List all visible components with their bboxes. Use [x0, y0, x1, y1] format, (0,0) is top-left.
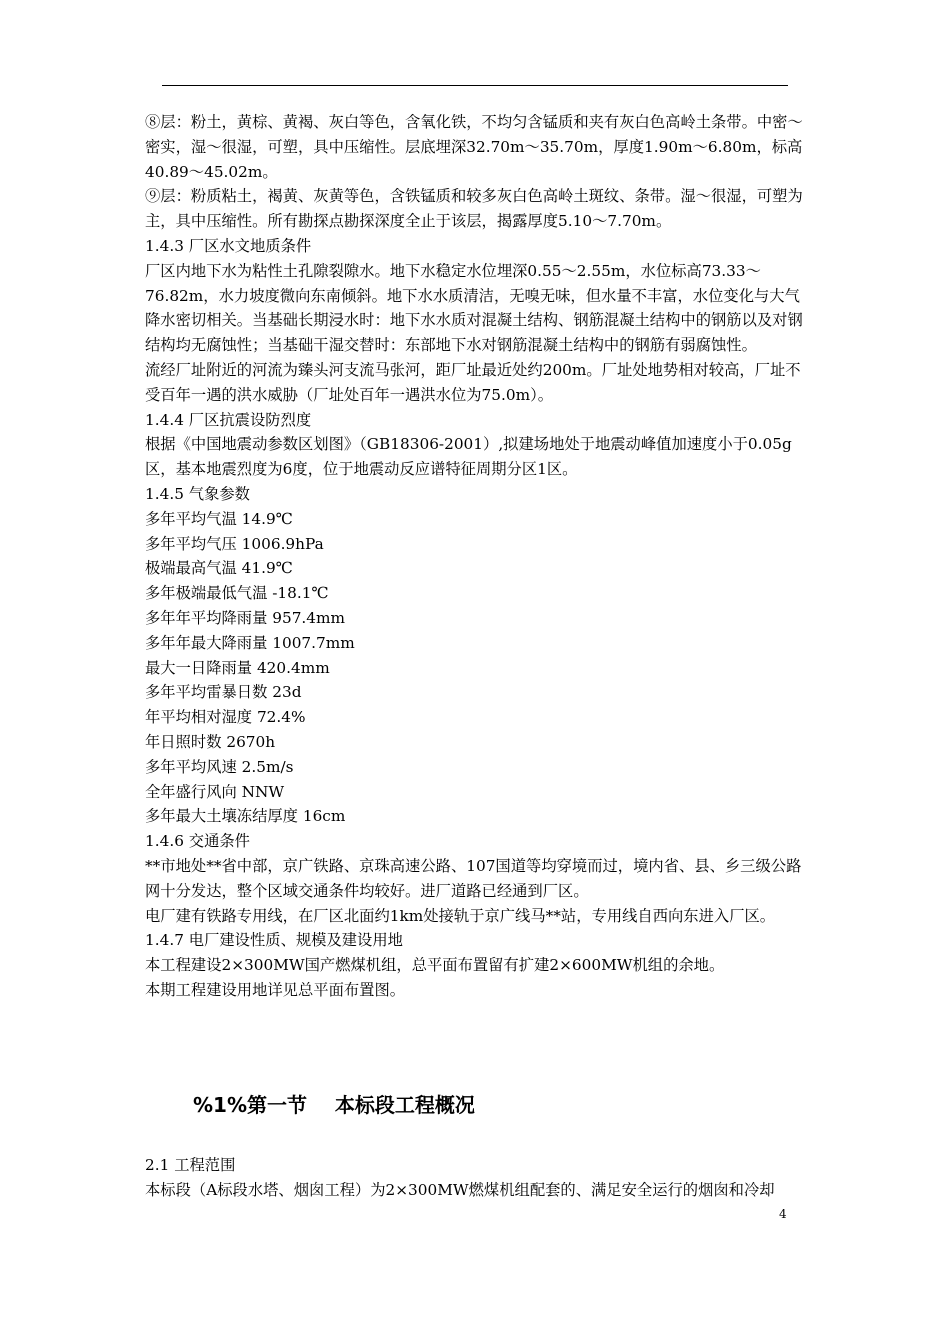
weather-item: 最大一日降雨量 420.4mm [145, 658, 330, 677]
paragraph-traffic: **市地处**省中部，京广铁路、京珠高速公路、107国道等均穿境而过，境内省、县、乡三级公路网十分发达，整个区域交通条件均较好。进厂道路已经通到厂区。 [145, 856, 802, 900]
paragraph-scope: 本标段（A标段水塔、烟囱工程）为2×300MW燃煤机组配套的、满足安全运行的烟囱和冷却 [145, 1180, 775, 1199]
heading-1-4-5: 1.4.5 气象参数 [145, 484, 250, 503]
weather-item: 年平均相对湿度 72.4% [145, 708, 306, 727]
page-number: 4 [779, 1207, 787, 1221]
weather-item: 极端最高气温 41.9℃ [145, 559, 293, 578]
paragraph-land: 本期工程建设用地详见总平面布置图。 [145, 980, 406, 999]
heading-1-4-3: 1.4.3 厂区水文地质条件 [145, 236, 312, 255]
heading-1-4-6: 1.4.6 交通条件 [145, 832, 250, 851]
weather-item: 全年盛行风向 NNW [145, 782, 285, 801]
weather-item: 多年平均风速 2.5m/s [145, 757, 294, 776]
document-body [145, 110, 813, 1003]
section-body [145, 1153, 813, 1203]
weather-item: 多年极端最低气温 -18.1℃ [145, 584, 329, 603]
paragraph-layer-8: ⑧层：粉土，黄棕、黄褐、灰白等色，含氧化铁，不均匀含锰质和夹有灰白色高岭土条带。中密～密实，湿～很湿，可塑，具中压缩性。层底埋深32.70m～35.70m，厚度1.90m～6.80m，标高40.89～45.02m。 [145, 113, 803, 181]
paragraph-layer-9: ⑨层：粉质粘土，褐黄、灰黄等色，含铁锰质和较多灰白色高岭土斑纹、条带。湿～很湿，可塑为主，具中压缩性。所有勘探点勘探深度全止于该层，揭露厚度5.10～7.70m。 [145, 187, 803, 231]
weather-item: 年日照时数 2670h [145, 732, 276, 751]
weather-item: 多年年最大降雨量 1007.7mm [145, 633, 355, 652]
heading-2-1: 2.1 工程范围 [145, 1156, 236, 1174]
header-rule [162, 85, 788, 86]
section-title: %1%第一节 本标段工程概况 [193, 1093, 475, 1117]
heading-1-4-4: 1.4.4 厂区抗震设防烈度 [145, 410, 312, 429]
weather-item: 多年最大土壤冻结厚度 16cm [145, 807, 346, 826]
weather-item: 多年平均雷暴日数 23d [145, 683, 302, 702]
heading-1-4-7: 1.4.7 电厂建设性质、规模及建设用地 [145, 931, 403, 950]
paragraph-river: 流经厂址附近的河流为臻头河支流马张河，距厂址最近处约200m。厂址处地势相对较高，厂址不受百年一遇的洪水威胁（厂址处百年一遇洪水位为75.0m）。 [145, 360, 801, 404]
paragraph-groundwater: 厂区内地下水为粘性土孔隙裂隙水。地下水稳定水位埋深0.55～2.55m，水位标高73.33～76.82m，水力坡度微向东南倾斜。地下水水质清洁，无嗅无味，但水量不丰富，水位变化与大气降水密切相关。当基础长期浸水时：地下水水质对混凝土结构、钢筋混凝土结构中的钢筋以及对钢结构均无腐蚀性；当基础干湿交替时：东部地下水对钢筋混凝土结构中的钢筋有弱腐蚀性。 [145, 261, 803, 355]
weather-item: 多年年平均降雨量 957.4mm [145, 608, 346, 627]
paragraph-seismic: 根据《中国地震动参数区划图》（GB18306-2001）,拟建场地处于地震动峰值加速度小于0.05g区，基本地震烈度为6度，位于地震动反应谱特征周期分区1区。 [145, 435, 792, 479]
weather-item: 多年平均气压 1006.9hPa [145, 534, 324, 553]
paragraph-scale: 本工程建设2×300MW国产燃煤机组，总平面布置留有扩建2×600MW机组的余地。 [145, 956, 725, 975]
weather-item: 多年平均气温 14.9℃ [145, 509, 293, 528]
paragraph-railway: 电厂建有铁路专用线，在厂区北面约1km处接轨于京广线马**站，专用线自西向东进入厂区。 [145, 906, 776, 925]
